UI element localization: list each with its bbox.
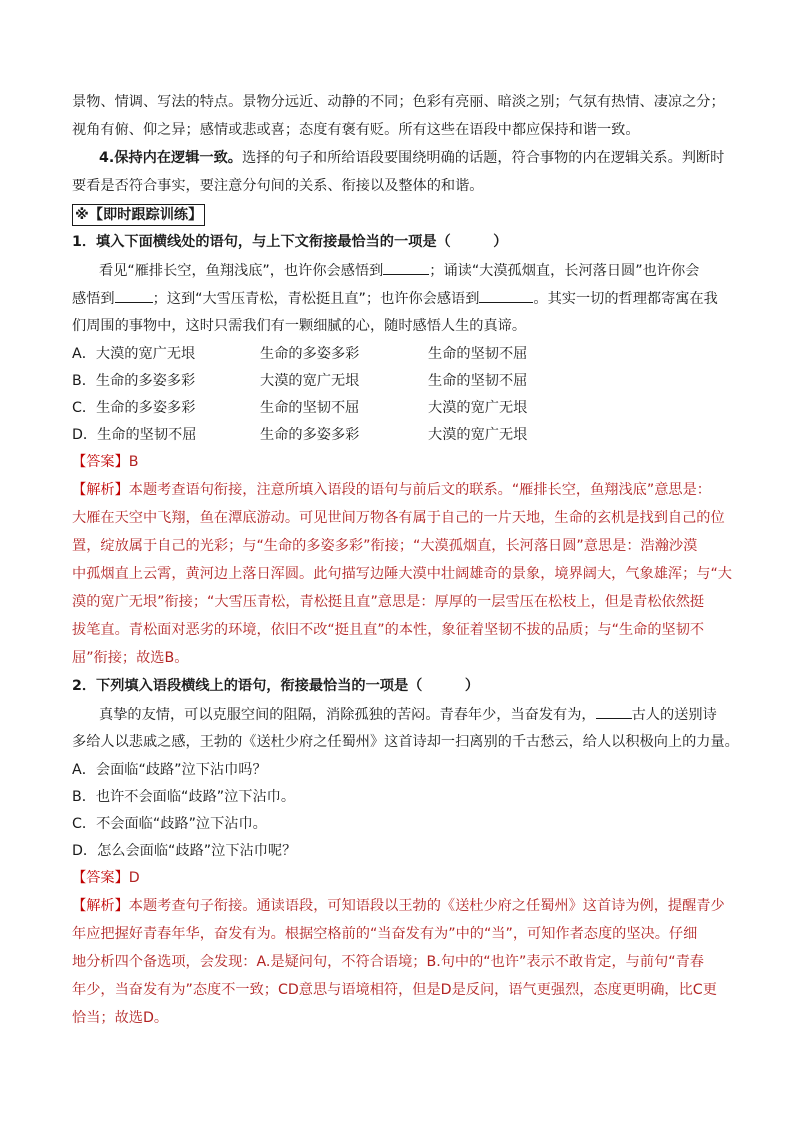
q2-analysis-line-1: 【解析】本题考查句子衔接。通读语段，可知语段以王勃的《送杜少府之任蜀州》这首诗为例，提醒青少 <box>72 898 725 914</box>
intro-line-1: 景物、情调、写法的特点。景物分远近、动静的不同；色彩有亮丽、暗淡之别；气氛有热情、凄凉之分； <box>72 94 725 110</box>
q2-answer-value: D <box>128 870 140 886</box>
q1-analysis-line-7: 屈”衔接；故选B。 <box>72 650 189 666</box>
q2-analysis-line-4: 年少，当奋发有为”态度不一致；CD意思与语境相符，但是D是反问，语气更强烈，态度更明确，比C更 <box>72 982 717 998</box>
q2-option-d: D．怎么会面临“歧路”泣下沾巾呢？ <box>72 843 297 859</box>
q1-blank-3 <box>479 288 533 303</box>
q1-passage-2c: 。其实一切的哲理都寄寓在我 <box>533 291 718 307</box>
q1-analysis-line-6: 拔笔直。青松面对恶劣的环境，依旧不改“挺且直”的本性，象征着坚韧不拔的品质；与“生命的坚韧不 <box>72 622 705 638</box>
q2-option-b: B．也许不会面临“歧路”泣下沾巾。 <box>72 789 296 805</box>
q2-answer <box>72 868 732 888</box>
q2-passage-1a: 真挚的友情，可以克服空间的阻隔，消除孤独的苦闷。青春年少，当奋发有为， <box>99 707 596 723</box>
q1-analysis-label: 【解析】 <box>72 482 129 498</box>
q1-analysis-line-2: 大雁在天空中飞翔，鱼在潭底游动。可见世间万物各有属于自己的一片天地，生命的玄机是找到自己的位 <box>72 510 725 526</box>
q1-title: 1．填入下面横线处的语句，与上下文衔接最恰当的一项是（ ） <box>72 234 508 250</box>
q2-title: 2．下列填入语段横线上的语句，衔接最恰当的一项是（ ） <box>72 678 480 694</box>
q2-option-a: A．会面临“歧路”泣下沾巾吗？ <box>72 762 267 778</box>
intro-line-2: 视角有俯、仰之异；感情或悲或喜；态度有褒有贬。所有这些在语段中都应保持和谐一致。 <box>72 122 640 138</box>
q2-blank <box>596 704 632 719</box>
q1-option-b: B．生命的多姿多彩 大漠的宽广无垠 生命的坚韧不屈 <box>72 373 528 389</box>
q2-analysis-label: 【解析】 <box>72 898 129 914</box>
q1-blank-1 <box>383 260 429 275</box>
section-title <box>72 204 732 226</box>
point-4-heading: 4.保持内在逻辑一致。 <box>99 150 242 166</box>
q1-passage-line-2 <box>72 288 732 309</box>
q2-analysis-line-3: 地分析四个备选项，会发现：A.是疑问句，不符合语境；B.句中的“也许”表示不敢肯定，与前句“青春 <box>72 954 704 970</box>
point-4-text: 选择的句子和所给语段要围绕明确的话题，符合事物的内在逻辑关系。判断时 <box>241 150 725 166</box>
point-4-line-2: 要看是否符合事实，要注意分句间的关系、衔接以及整体的和谐。 <box>72 178 484 194</box>
q2-option-c: C．不会面临“歧路”泣下沾巾。 <box>72 816 267 832</box>
q1-answer <box>72 452 732 472</box>
q1-blank-2 <box>115 288 153 303</box>
q1-passage-2b: ；这到“大雪压青松，青松挺且直”；也许你会感语到 <box>152 291 480 307</box>
q1-analysis-line-5: 漠的宽广无垠”衔接；“大雪压青松，青松挺且直”意思是：厚厚的一层雪压在松枝上，但是青松依然挺 <box>72 594 705 610</box>
q2-answer-label: 【答案】 <box>72 870 129 886</box>
q2-analysis-line-2: 年应把握好青春年华，奋发有为。根据空格前的“当奋发有为”中的“当”，可知作者态度的坚决。仔细 <box>72 926 698 942</box>
q1-passage-1a: 看见“雁排长空，鱼翔浅底”，也许你会感悟到 <box>99 263 384 279</box>
q1-passage-line-1 <box>99 260 759 281</box>
q2-passage-line-2: 多给人以悲戚之感，王勃的《送杜少府之任蜀州》这首诗却一扫离别的千古愁云，给人以积极向上的力量。 <box>72 734 739 750</box>
q2-passage-1b: 古人的送别诗 <box>631 707 717 723</box>
q1-passage-1b: ；诵读“大漠孤烟直，长河落日圆”也许你会 <box>429 263 700 279</box>
q1-answer-value: B <box>128 454 139 470</box>
q2-analysis-line-5: 恰当；故选D。 <box>72 1010 169 1026</box>
q1-analysis-line-4: 中孤烟直上云霄，黄河边上落日浑圆。此句描写边陲大漠中壮阔雄奇的景象，境界阔大，气象雄浑；与“大 <box>72 566 732 582</box>
q1-analysis-line-1: 【解析】本题考查语句衔接，注意所填入语段的语句与前后文的联系。“雁排长空，鱼翔浅底”意思是： <box>72 482 711 498</box>
q1-passage-line-3: 们周围的事物中，这时只需我们有一颗细腻的心，随时感悟人生的真谛。 <box>72 318 527 334</box>
q1-passage-2a: 感悟到 <box>72 291 115 307</box>
q1-option-c: C．生命的多姿多彩 生命的坚韧不屈 大漠的宽广无垠 <box>72 400 528 416</box>
point-4 <box>99 148 759 168</box>
section-title-box: ※【即时跟踪训练】 <box>72 204 205 226</box>
q1-option-d: D．生命的坚韧不屈 生命的多姿多彩 大漠的宽广无垠 <box>72 427 528 443</box>
q2-passage-line-1 <box>99 704 759 725</box>
q1-answer-label: 【答案】 <box>72 454 129 470</box>
q1-option-a: A．大漠的宽广无垠 生命的多姿多彩 生命的坚韧不屈 <box>72 346 528 362</box>
q1-analysis-line-3: 置，绽放属于自己的光彩；与“生命的多姿多彩”衔接；“大漠孤烟直，长河落日圆”意思是：浩瀚沙漠 <box>72 538 698 554</box>
